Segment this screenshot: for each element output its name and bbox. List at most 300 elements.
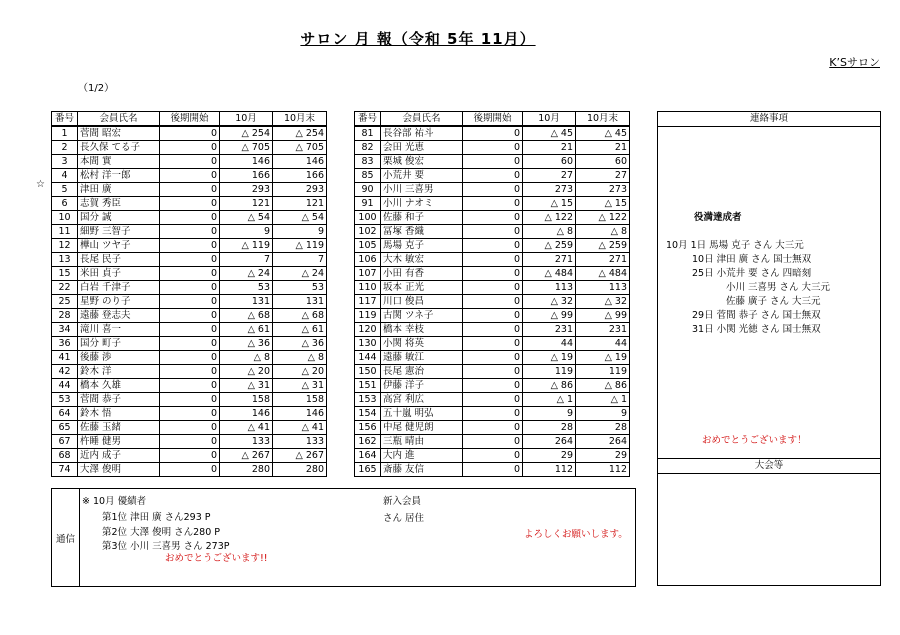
start-value: 0 bbox=[160, 239, 220, 253]
month-value: 29 bbox=[523, 449, 576, 463]
member-number: 119 bbox=[355, 309, 381, 323]
month-end-value: 158 bbox=[273, 393, 327, 407]
start-value: 0 bbox=[160, 183, 220, 197]
start-value: 0 bbox=[463, 267, 523, 281]
result-entry: 第2位 大澤 俊明 さん280 P bbox=[102, 527, 220, 538]
table-row bbox=[52, 463, 327, 477]
month-value: △ 1 bbox=[523, 393, 576, 407]
member-name: 佐藤 玉緒 bbox=[78, 421, 160, 435]
member-name: 長谷部 祐斗 bbox=[381, 126, 463, 141]
member-number: 106 bbox=[355, 253, 381, 267]
start-value: 0 bbox=[463, 295, 523, 309]
month-end-value: 9 bbox=[273, 225, 327, 239]
member-name: 大木 敏宏 bbox=[381, 253, 463, 267]
start-value: 0 bbox=[463, 183, 523, 197]
member-number: 85 bbox=[355, 169, 381, 183]
member-number: 165 bbox=[355, 463, 381, 477]
month-value: 158 bbox=[220, 393, 273, 407]
member-number: 130 bbox=[355, 337, 381, 351]
member-number: 34 bbox=[52, 323, 78, 337]
member-name: 川口 俊昌 bbox=[381, 295, 463, 309]
member-number: 68 bbox=[52, 449, 78, 463]
table-row bbox=[355, 225, 630, 239]
month-value: △ 15 bbox=[523, 197, 576, 211]
month-end-value: △ 41 bbox=[273, 421, 327, 435]
month-value: △ 86 bbox=[523, 379, 576, 393]
report-title: サロン 月 報（令和 5年 11月） bbox=[300, 30, 536, 48]
member-number: 53 bbox=[52, 393, 78, 407]
table-row bbox=[52, 351, 327, 365]
table-header-row bbox=[52, 112, 327, 127]
result-entry: 第1位 津田 廣 さん293 P bbox=[102, 512, 211, 523]
member-name: 大内 進 bbox=[381, 449, 463, 463]
month-end-value: 28 bbox=[576, 421, 630, 435]
month-value: △ 267 bbox=[220, 449, 273, 463]
month-value: △ 705 bbox=[220, 141, 273, 155]
start-value: 0 bbox=[160, 351, 220, 365]
start-value: 0 bbox=[160, 155, 220, 169]
table-row bbox=[52, 421, 327, 435]
table-row bbox=[355, 126, 630, 141]
member-name: 細野 三智子 bbox=[78, 225, 160, 239]
table-row bbox=[52, 169, 327, 183]
table-row bbox=[52, 309, 327, 323]
column-header: 10月末 bbox=[273, 112, 327, 127]
table-row bbox=[52, 126, 327, 141]
table-header-row bbox=[355, 112, 630, 127]
column-header: 会員氏名 bbox=[381, 112, 463, 127]
month-end-value: △ 119 bbox=[273, 239, 327, 253]
month-value: 9 bbox=[220, 225, 273, 239]
congrats-message: おめでとうございます！ bbox=[702, 435, 807, 446]
month-value: 133 bbox=[220, 435, 273, 449]
month-value: 121 bbox=[220, 197, 273, 211]
member-name: 高宮 利広 bbox=[381, 393, 463, 407]
table-row bbox=[355, 155, 630, 169]
member-number: 105 bbox=[355, 239, 381, 253]
member-number: 120 bbox=[355, 323, 381, 337]
month-value: △ 45 bbox=[523, 126, 576, 141]
month-value: 112 bbox=[523, 463, 576, 477]
month-end-value: 231 bbox=[576, 323, 630, 337]
month-end-value: △ 24 bbox=[273, 267, 327, 281]
month-end-value: △ 36 bbox=[273, 337, 327, 351]
member-number: 90 bbox=[355, 183, 381, 197]
month-value: △ 259 bbox=[523, 239, 576, 253]
start-value: 0 bbox=[463, 407, 523, 421]
month-end-value: △ 99 bbox=[576, 309, 630, 323]
member-name: 小田 有香 bbox=[381, 267, 463, 281]
table-row bbox=[52, 323, 327, 337]
column-header: 10月末 bbox=[576, 112, 630, 127]
member-number: 151 bbox=[355, 379, 381, 393]
month-value: 53 bbox=[220, 281, 273, 295]
member-number: 153 bbox=[355, 393, 381, 407]
start-value: 0 bbox=[463, 197, 523, 211]
start-value: 0 bbox=[463, 435, 523, 449]
table-row bbox=[52, 393, 327, 407]
table-row bbox=[355, 141, 630, 155]
month-value: △ 68 bbox=[220, 309, 273, 323]
month-value: △ 36 bbox=[220, 337, 273, 351]
table-row bbox=[355, 197, 630, 211]
month-end-value: 133 bbox=[273, 435, 327, 449]
achiever-entry: 小川 三喜男 さん 大三元 bbox=[726, 282, 831, 293]
organization-name: K’Sサロン bbox=[829, 56, 880, 69]
member-number: 100 bbox=[355, 211, 381, 225]
month-end-value: 60 bbox=[576, 155, 630, 169]
start-value: 0 bbox=[160, 379, 220, 393]
member-name: 橋本 幸枝 bbox=[381, 323, 463, 337]
month-end-value: △ 68 bbox=[273, 309, 327, 323]
table-row bbox=[52, 253, 327, 267]
column-header: 番号 bbox=[355, 112, 381, 127]
table-row bbox=[355, 351, 630, 365]
member-number: 144 bbox=[355, 351, 381, 365]
month-end-value: 273 bbox=[576, 183, 630, 197]
start-value: 0 bbox=[463, 141, 523, 155]
month-value: 28 bbox=[523, 421, 576, 435]
start-value: 0 bbox=[160, 253, 220, 267]
member-number: 164 bbox=[355, 449, 381, 463]
month-end-value: 9 bbox=[576, 407, 630, 421]
table-row bbox=[52, 449, 327, 463]
month-end-value: △ 8 bbox=[576, 225, 630, 239]
table-row bbox=[355, 281, 630, 295]
member-name: 長尾 憲治 bbox=[381, 365, 463, 379]
member-name: 志賀 秀臣 bbox=[78, 197, 160, 211]
start-value: 0 bbox=[160, 211, 220, 225]
member-name: 米田 貞子 bbox=[78, 267, 160, 281]
month-value: 27 bbox=[523, 169, 576, 183]
member-name: 津田 廣 bbox=[78, 183, 160, 197]
result-entry: 第3位 小川 三喜男 さん 273P bbox=[102, 541, 230, 552]
table-row bbox=[52, 379, 327, 393]
month-end-value: △ 122 bbox=[576, 211, 630, 225]
member-name: 遠藤 敏江 bbox=[381, 351, 463, 365]
table-row bbox=[355, 267, 630, 281]
month-value: 7 bbox=[220, 253, 273, 267]
start-value: 0 bbox=[463, 309, 523, 323]
month-end-value: 166 bbox=[273, 169, 327, 183]
table-row bbox=[355, 407, 630, 421]
member-number: 102 bbox=[355, 225, 381, 239]
table-row bbox=[355, 435, 630, 449]
month-end-value: 53 bbox=[273, 281, 327, 295]
member-name: 小荒井 要 bbox=[381, 169, 463, 183]
achiever-entry: 10日 津田 廣 さん 国士無双 bbox=[692, 254, 812, 265]
member-number: 22 bbox=[52, 281, 78, 295]
member-number: 162 bbox=[355, 435, 381, 449]
welcome-message: よろしくお願いします。 bbox=[524, 529, 628, 540]
notice-header: 連絡事項 bbox=[658, 112, 880, 127]
month-value: △ 122 bbox=[523, 211, 576, 225]
table-row bbox=[355, 211, 630, 225]
table-row bbox=[52, 435, 327, 449]
month-end-value: △ 31 bbox=[273, 379, 327, 393]
member-number: 4 bbox=[52, 169, 78, 183]
month-value: △ 99 bbox=[523, 309, 576, 323]
column-header: 会員氏名 bbox=[78, 112, 160, 127]
month-value: 146 bbox=[220, 155, 273, 169]
results-congrats: おめでとうございます!! bbox=[165, 553, 268, 564]
member-number: 64 bbox=[52, 407, 78, 421]
month-value: 280 bbox=[220, 463, 273, 477]
member-number: 156 bbox=[355, 421, 381, 435]
member-number: 150 bbox=[355, 365, 381, 379]
month-value: 264 bbox=[523, 435, 576, 449]
month-end-value: △ 20 bbox=[273, 365, 327, 379]
start-value: 0 bbox=[160, 435, 220, 449]
member-number: 41 bbox=[52, 351, 78, 365]
month-value: 293 bbox=[220, 183, 273, 197]
member-name: 会田 光恵 bbox=[381, 141, 463, 155]
start-value: 0 bbox=[463, 253, 523, 267]
table-row bbox=[355, 337, 630, 351]
member-name: 近内 成子 bbox=[78, 449, 160, 463]
member-name: 菅間 恭子 bbox=[78, 393, 160, 407]
month-end-value: △ 54 bbox=[273, 211, 327, 225]
start-value: 0 bbox=[463, 449, 523, 463]
start-value: 0 bbox=[160, 169, 220, 183]
month-value: 231 bbox=[523, 323, 576, 337]
month-end-value: 7 bbox=[273, 253, 327, 267]
member-name: 橋本 久雄 bbox=[78, 379, 160, 393]
start-value: 0 bbox=[463, 463, 523, 477]
month-end-value: △ 259 bbox=[576, 239, 630, 253]
column-header: 10月 bbox=[220, 112, 273, 127]
month-value: 113 bbox=[523, 281, 576, 295]
new-members-title: 新入会員 bbox=[383, 496, 422, 507]
start-value: 0 bbox=[463, 323, 523, 337]
member-number: 3 bbox=[52, 155, 78, 169]
achiever-entry: 佐藤 廣子 さん 大三元 bbox=[726, 296, 821, 307]
member-name: 松村 洋一郎 bbox=[78, 169, 160, 183]
member-name: 鈴木 悟 bbox=[78, 407, 160, 421]
month-value: 44 bbox=[523, 337, 576, 351]
member-name: 三瓶 晴由 bbox=[381, 435, 463, 449]
month-end-value: △ 267 bbox=[273, 449, 327, 463]
start-value: 0 bbox=[160, 337, 220, 351]
table-row bbox=[355, 253, 630, 267]
month-end-value: △ 45 bbox=[576, 126, 630, 141]
month-value: △ 31 bbox=[220, 379, 273, 393]
month-end-value: △ 19 bbox=[576, 351, 630, 365]
member-name: 佐藤 和子 bbox=[381, 211, 463, 225]
start-value: 0 bbox=[160, 197, 220, 211]
table-row bbox=[52, 407, 327, 421]
start-value: 0 bbox=[463, 225, 523, 239]
month-value: △ 24 bbox=[220, 267, 273, 281]
start-value: 0 bbox=[160, 463, 220, 477]
member-number: 91 bbox=[355, 197, 381, 211]
month-end-value: △ 705 bbox=[273, 141, 327, 155]
achiever-entry: 10月 1日 馬場 克子 さん 大三元 bbox=[666, 240, 804, 251]
month-end-value: 146 bbox=[273, 407, 327, 421]
month-value: 271 bbox=[523, 253, 576, 267]
member-number: 28 bbox=[52, 309, 78, 323]
member-number: 154 bbox=[355, 407, 381, 421]
achiever-entry: 25日 小荒井 要 さん 四暗刻 bbox=[692, 268, 812, 279]
member-number: 15 bbox=[52, 267, 78, 281]
member-name: 小関 将英 bbox=[381, 337, 463, 351]
member-name: 国分 誠 bbox=[78, 211, 160, 225]
table-row bbox=[52, 365, 327, 379]
start-value: 0 bbox=[160, 449, 220, 463]
start-value: 0 bbox=[463, 169, 523, 183]
month-end-value: 293 bbox=[273, 183, 327, 197]
member-name: 坂本 正光 bbox=[381, 281, 463, 295]
member-number: 6 bbox=[52, 197, 78, 211]
member-name: 滝川 喜一 bbox=[78, 323, 160, 337]
start-value: 0 bbox=[160, 295, 220, 309]
start-value: 0 bbox=[463, 351, 523, 365]
member-name: 白岩 千津子 bbox=[78, 281, 160, 295]
table-row bbox=[52, 295, 327, 309]
table-row bbox=[355, 449, 630, 463]
page-indicator: （1/2） bbox=[78, 83, 115, 94]
member-table-right bbox=[354, 111, 630, 477]
start-value: 0 bbox=[160, 365, 220, 379]
month-end-value: 21 bbox=[576, 141, 630, 155]
table-row bbox=[52, 281, 327, 295]
start-value: 0 bbox=[160, 141, 220, 155]
start-value: 0 bbox=[160, 126, 220, 141]
column-header: 番号 bbox=[52, 112, 78, 127]
start-value: 0 bbox=[463, 155, 523, 169]
column-header: 10月 bbox=[523, 112, 576, 127]
month-end-value: △ 8 bbox=[273, 351, 327, 365]
month-value: △ 484 bbox=[523, 267, 576, 281]
member-number: 1 bbox=[52, 126, 78, 141]
member-name: 国分 町子 bbox=[78, 337, 160, 351]
month-end-value: 131 bbox=[273, 295, 327, 309]
member-number: 5 bbox=[52, 183, 78, 197]
month-end-value: 27 bbox=[576, 169, 630, 183]
month-value: 146 bbox=[220, 407, 273, 421]
month-value: 131 bbox=[220, 295, 273, 309]
table-row bbox=[52, 155, 327, 169]
table-row bbox=[52, 337, 327, 351]
new-member-entry: さん 居住 bbox=[383, 513, 425, 524]
star-mark: ☆ bbox=[36, 179, 45, 190]
start-value: 0 bbox=[160, 421, 220, 435]
results-title: ※ 10月 優績者 bbox=[82, 496, 147, 507]
month-value: 166 bbox=[220, 169, 273, 183]
start-value: 0 bbox=[463, 239, 523, 253]
member-name: 鈴木 洋 bbox=[78, 365, 160, 379]
member-name: 中尾 健児朗 bbox=[381, 421, 463, 435]
month-value: 21 bbox=[523, 141, 576, 155]
member-name: 長尾 民子 bbox=[78, 253, 160, 267]
member-name: 遠藤 登志夫 bbox=[78, 309, 160, 323]
member-number: 110 bbox=[355, 281, 381, 295]
month-value: 273 bbox=[523, 183, 576, 197]
member-name: 星野 のり子 bbox=[78, 295, 160, 309]
member-name: 菅間 昭宏 bbox=[78, 126, 160, 141]
notice-panel bbox=[657, 111, 881, 586]
member-number: 83 bbox=[355, 155, 381, 169]
month-end-value: 146 bbox=[273, 155, 327, 169]
start-value: 0 bbox=[463, 421, 523, 435]
month-value: △ 19 bbox=[523, 351, 576, 365]
table-row bbox=[52, 239, 327, 253]
table-row bbox=[52, 183, 327, 197]
communication-panel bbox=[51, 488, 636, 587]
member-name: 伊藤 洋子 bbox=[381, 379, 463, 393]
member-number: 11 bbox=[52, 225, 78, 239]
month-end-value: △ 32 bbox=[576, 295, 630, 309]
member-name: 古関 ツネ子 bbox=[381, 309, 463, 323]
month-value: △ 41 bbox=[220, 421, 273, 435]
month-end-value: △ 484 bbox=[576, 267, 630, 281]
month-end-value: △ 15 bbox=[576, 197, 630, 211]
start-value: 0 bbox=[463, 211, 523, 225]
table-row bbox=[355, 183, 630, 197]
member-number: 42 bbox=[52, 365, 78, 379]
month-value: △ 20 bbox=[220, 365, 273, 379]
table-row bbox=[355, 463, 630, 477]
start-value: 0 bbox=[463, 379, 523, 393]
month-value: △ 8 bbox=[523, 225, 576, 239]
start-value: 0 bbox=[463, 281, 523, 295]
month-end-value: 119 bbox=[576, 365, 630, 379]
month-end-value: 113 bbox=[576, 281, 630, 295]
member-name: 後藤 渉 bbox=[78, 351, 160, 365]
month-value: 119 bbox=[523, 365, 576, 379]
column-header: 後期開始 bbox=[160, 112, 220, 127]
events-header: 大会等 bbox=[658, 458, 880, 474]
start-value: 0 bbox=[160, 267, 220, 281]
month-value: 60 bbox=[523, 155, 576, 169]
month-end-value: 280 bbox=[273, 463, 327, 477]
start-value: 0 bbox=[463, 365, 523, 379]
member-name: 長久保 てる子 bbox=[78, 141, 160, 155]
start-value: 0 bbox=[463, 393, 523, 407]
month-value: △ 254 bbox=[220, 126, 273, 141]
member-name: 冨塚 香織 bbox=[381, 225, 463, 239]
table-row bbox=[52, 141, 327, 155]
table-row bbox=[355, 379, 630, 393]
member-name: 樺山 ツヤ子 bbox=[78, 239, 160, 253]
start-value: 0 bbox=[160, 281, 220, 295]
month-end-value: 121 bbox=[273, 197, 327, 211]
member-number: 117 bbox=[355, 295, 381, 309]
member-name: 五十嵐 明弘 bbox=[381, 407, 463, 421]
achievers-title: 役満達成者 bbox=[694, 212, 742, 223]
month-end-value: 44 bbox=[576, 337, 630, 351]
month-value: △ 8 bbox=[220, 351, 273, 365]
member-name: 斎藤 友信 bbox=[381, 463, 463, 477]
table-row bbox=[355, 295, 630, 309]
month-end-value: △ 61 bbox=[273, 323, 327, 337]
month-value: △ 54 bbox=[220, 211, 273, 225]
table-row bbox=[52, 225, 327, 239]
month-end-value: 271 bbox=[576, 253, 630, 267]
member-number: 67 bbox=[52, 435, 78, 449]
month-end-value: 29 bbox=[576, 449, 630, 463]
table-row bbox=[355, 323, 630, 337]
member-number: 36 bbox=[52, 337, 78, 351]
member-name: 栗城 俊宏 bbox=[381, 155, 463, 169]
member-number: 82 bbox=[355, 141, 381, 155]
start-value: 0 bbox=[463, 126, 523, 141]
start-value: 0 bbox=[160, 323, 220, 337]
month-value: 9 bbox=[523, 407, 576, 421]
start-value: 0 bbox=[160, 393, 220, 407]
member-number: 10 bbox=[52, 211, 78, 225]
month-value: △ 32 bbox=[523, 295, 576, 309]
